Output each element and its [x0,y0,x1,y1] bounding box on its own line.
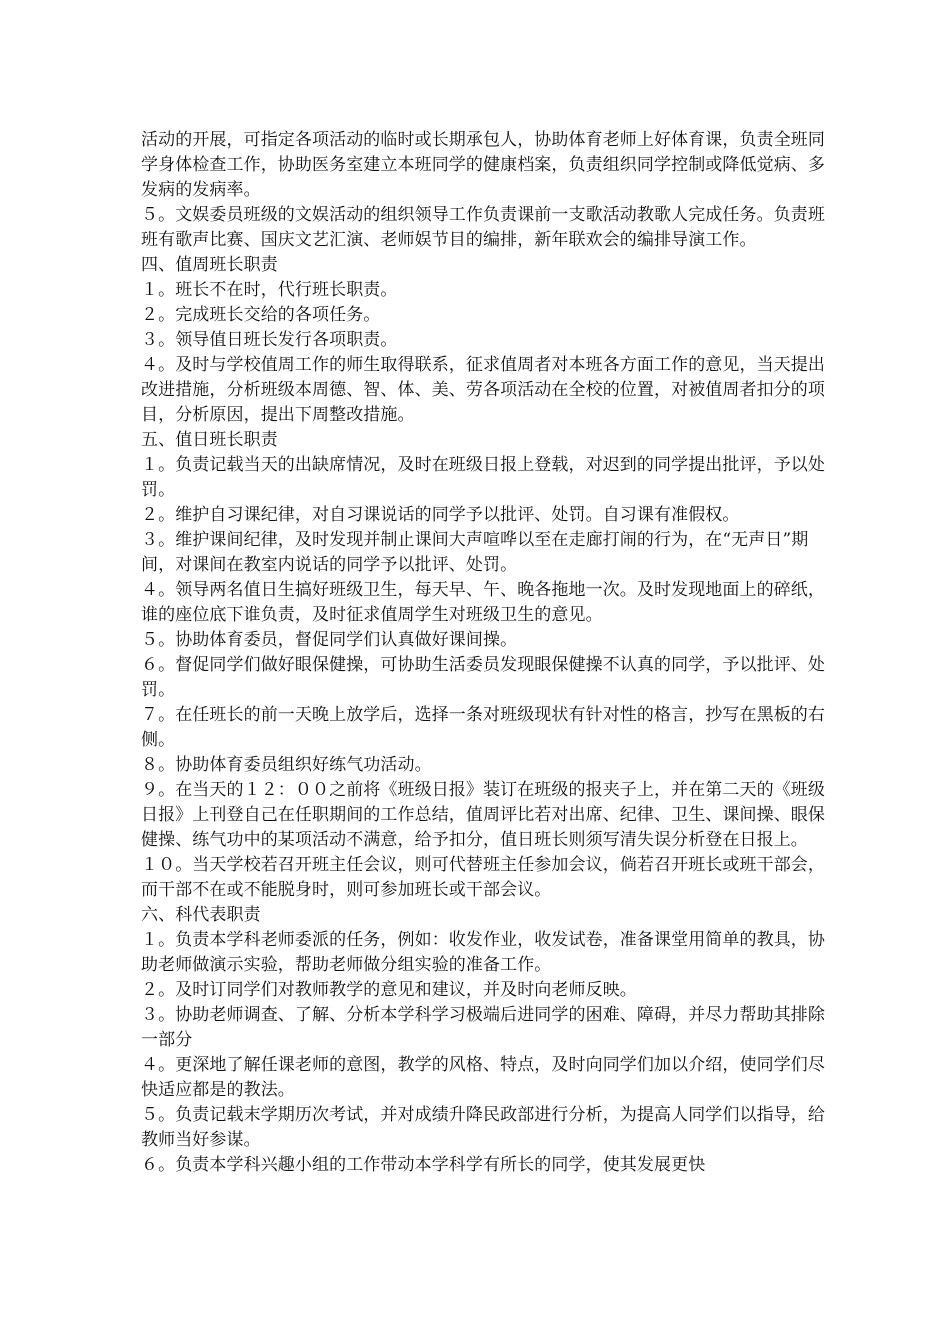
paragraph: ５。协助体育委员，督促同学们认真做好课间操。 [141,630,518,650]
section-heading: 六、科代表职责 [141,905,261,925]
paragraph: ５。负责记载末学期历次考试，并对成绩升降民政部进行分析，为提高人同学们以指导，给教师当好参谋。 [141,1105,825,1150]
section-heading: 四、值周班长职责 [141,255,278,275]
paragraph: ５。文娱委员班级的文娱活动的组织领导工作负责课前一支歌活动教歌人完成任务。负责班班有歌声比赛、国庆文艺汇演、老师娱节目的编排，新年联欢会的编排导演工作。 [141,205,825,250]
paragraph: １。班长不在时，代行班长职责。 [141,280,398,300]
paragraph: ３。维护课间纪律，及时发现并制止课间大声喧哗以至在走廊打闹的行为，在“无声日”期间，对课间在教室内说话的同学予以批评、处罚。 [141,530,809,575]
paragraph: １０。当天学校若召开班主任会议，则可代替班主任参加会议，倘若召开班长或班干部会，而干部不在或不能脱身时，则可参加班长或干部会议。 [141,855,825,900]
paragraph: １。负责记载当天的出缺席情况，及时在班级日报上登载，对迟到的同学提出批评，予以处罚。 [141,455,825,500]
paragraph: ９。在当天的１２：００之前将《班级日报》装订在班级的报夹子上，并在第二天的《班级日报》上刊登自己在任职期间的工作总结，值周评比若对出席、纪律、卫生、课间操、眼保健操、练气功中的某项活动不满意，给予扣分，值日班长则须写清失误分析登在日报上。 [141,780,825,850]
paragraph: ６。督促同学们做好眼保健操，可协助生活委员发现眼保健操不认真的同学，予以批评、处罚。 [141,655,825,700]
paragraph: ７。在任班长的前一天晚上放学后，选择一条对班级现状有针对性的格言，抄写在黑板的右侧。 [141,705,825,750]
paragraph: ３。领导值日班长发行各项职责。 [141,330,398,350]
paragraph: ４。更深地了解任课老师的意图，教学的风格、特点，及时向同学们加以介绍，使同学们尽快适应都是的教法。 [141,1055,825,1100]
paragraph: ２。完成班长交给的各项任务。 [141,305,381,325]
paragraph: 活动的开展，可指定各项活动的临时或长期承包人，协助体育老师上好体育课，负责全班同学身体检查工作，协助医务室建立本班同学的健康档案，负责组织同学控制或降低觉病、多发病的发病率。 [141,130,825,200]
paragraph: ２。维护自习课纪律，对自习课说话的同学予以批评、处罚。自习课有准假权。 [141,505,740,525]
paragraph: ４。领导两名值日生搞好班级卫生，每天早、午、晚各拖地一次。及时发现地面上的碎纸，谁的座位底下谁负责，及时征求值周学生对班级卫生的意见。 [141,580,825,625]
document-body [141,128,831,1178]
paragraph: ３。协助老师调查、了解、分析本学科学习极端后进同学的困难、障碍，并尽力帮助其排除一部分 [141,1005,825,1050]
section-heading: 五、值日班长职责 [141,430,278,450]
paragraph: １。负责本学科老师委派的任务，例如：收发作业，收发试卷，准备课堂用简单的教具，协助老师做演示实验，帮助老师做分组实验的准备工作。 [141,930,825,975]
paragraph: ２。及时订同学们对教师教学的意见和建议，并及时向老师反映。 [141,980,637,1000]
paragraph: ６。负责本学科兴趣小组的工作带动本学科学有所长的同学，使其发展更快 [141,1155,706,1175]
paragraph: ８。协助体育委员组织好练气功活动。 [141,755,432,775]
paragraph: ４。及时与学校值周工作的师生取得联系，征求值周者对本班各方面工作的意见，当天提出改进措施，分析班级本周德、智、体、美、劳各项活动在全校的位置，对被值周者扣分的项目，分析原因，提出下周整改措施。 [141,355,825,425]
